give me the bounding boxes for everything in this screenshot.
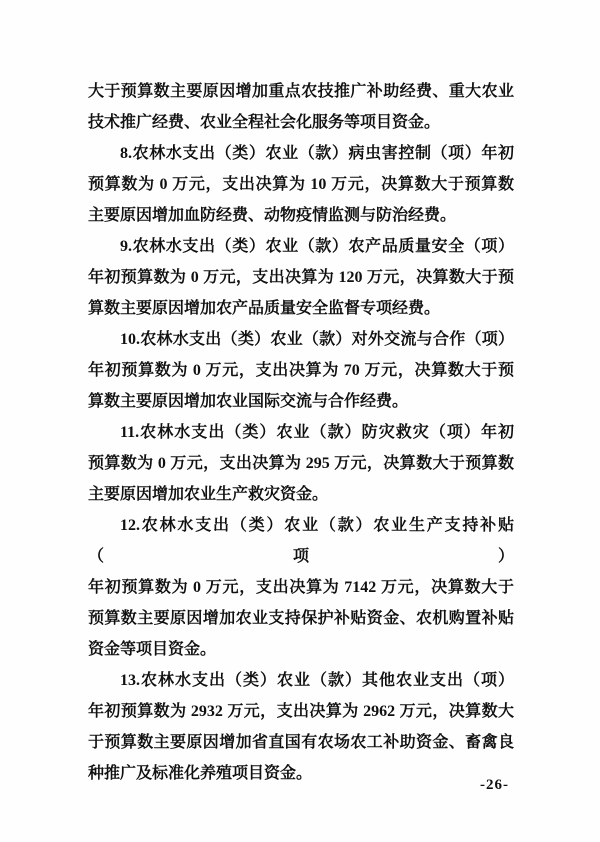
text-line: 8.农林水支出（类）农业（款）病虫害控制（项）年初: [120, 145, 514, 162]
text-line: 主要原因增加血防经费、动物疫情监测与防治经费。: [88, 207, 457, 224]
text-line: 10.农林水支出（类）农业（款）对外交流与合作（项）: [120, 331, 514, 348]
paragraph: [88, 231, 514, 324]
text-line: 资金等项目资金。: [88, 641, 217, 658]
text-line: 算数主要原因增加农业国际交流与合作经费。: [88, 393, 409, 410]
text-line: 年初预算数为 2932 万元，支出决算为 2962 万元，决算数大: [88, 703, 514, 720]
text-line: 种推广及标准化养殖项目资金。: [88, 765, 313, 782]
paragraph: [88, 324, 514, 417]
text-line: 11.农林水支出（类）农业（款）防灾救灾（项）年初: [120, 424, 514, 441]
document-body: [88, 76, 514, 789]
text-line: 13.农林水支出（类）农业（款）其他农业支出（项）: [120, 672, 514, 689]
paragraph: [88, 510, 514, 665]
text-line: 年初预算数为 0 万元，支出决算为 70 万元，决算数大于预: [88, 362, 514, 379]
text-line: 预算数主要原因增加农业支持保护补贴资金、农机购置补贴: [88, 610, 514, 627]
page-number: -26-: [480, 777, 509, 793]
text-line: 9.农林水支出（类）农业（款）农产品质量安全（项）: [120, 238, 514, 255]
text-line: 年初预算数为 0 万元，支出决算为 120 万元，决算数大于预: [88, 269, 514, 286]
text-line: 年初预算数为 0 万元，支出决算为 7142 万元，决算数大于: [88, 579, 514, 596]
text-line: 主要原因增加农业生产救灾资金。: [88, 486, 329, 503]
text-line: 算数主要原因增加农产品质量安全监督专项经费。: [88, 300, 441, 317]
text-line: 预算数为 0 万元，支出决算为 295 万元，决算数大于预算数: [88, 455, 514, 472]
text-line: 技术推广经费、农业全程社会化服务等项目资金。: [88, 114, 441, 131]
paragraph: [88, 138, 514, 231]
text-line: 12.农林水支出（类）农业（款）农业生产支持补贴（项）: [88, 517, 514, 565]
text-line: 于预算数主要原因增加省直国有农场农工补助资金、畜禽良: [88, 734, 514, 751]
paragraph: [88, 665, 514, 789]
text-line: 预算数为 0 万元，支出决算为 10 万元，决算数大于预算数: [88, 176, 514, 193]
text-line: 大于预算数主要原因增加重点农技推广补助经费、重大农业: [88, 83, 514, 100]
paragraph: [88, 76, 514, 138]
paragraph: [88, 417, 514, 510]
